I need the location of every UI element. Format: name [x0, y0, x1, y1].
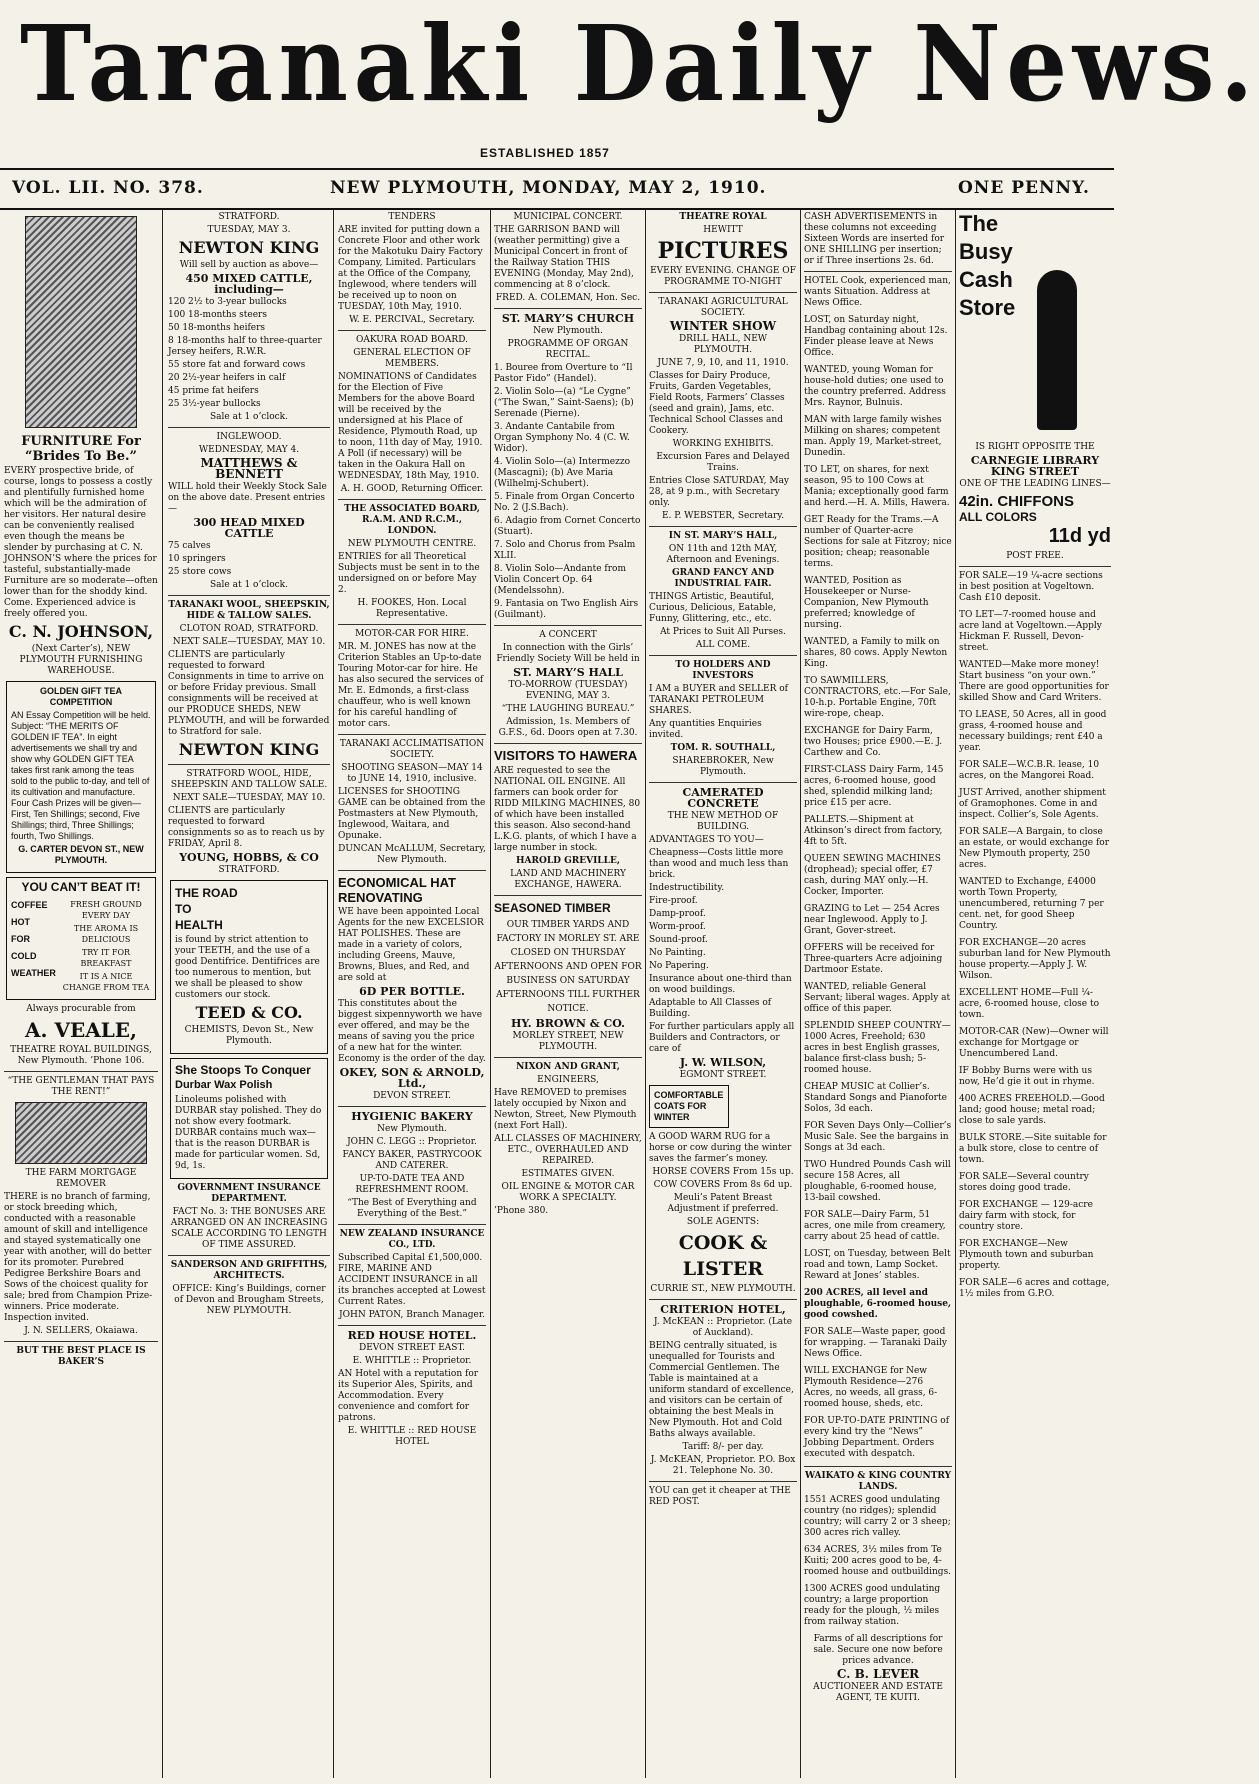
classified-ad: BULK STORE.—Site suitable for a bulk store, close to centre of town. — [959, 1133, 1107, 1165]
advantage-item: Adaptable to All Classes of Building. — [649, 998, 772, 1019]
next-sale: NEXT SALE—TUESDAY, MAY 10. — [172, 637, 326, 647]
farm-body: THERE is no branch of farming, or stock breeding which, conducted with a reasonable amount of skill and intelligence and stayed systematically one year with another, will do better for its promoter. Purebred Pedigree Berkshire Boars and Sows of the choicest quality for sale; bred from Champion Prize-winners. Price moderate. Inspection invited. — [4, 1192, 153, 1323]
cook-lister-address: CURRIE ST., NEW PLYMOUTH. — [650, 1284, 796, 1294]
criterion-body: BEING centrally situated, is unequalled for Tourists and Commercial Gentlemen. The Table is maintained at a uniform standard of excellence, and visitors can be certain of obtaining the best Meals in New Plymouth. Hot and Cold Baths always available. — [649, 1341, 794, 1439]
advantage-item: Damp-proof. — [649, 909, 706, 919]
road-body: is found by strict attention to your TEETH, and the use of a good Dentifrice. Dentifrices are too numerous to mention, but we shall be pleased to show customers our stock. — [175, 935, 320, 1000]
durbar-ad — [170, 1058, 328, 1179]
opposite-text: IS RIGHT OPPOSITE THE — [975, 442, 1095, 452]
coats-box: COMFORTABLE COATS FOR WINTER — [649, 1085, 729, 1128]
coffee-word: HOT — [11, 917, 30, 927]
road-heading-3: HEALTH — [175, 918, 223, 932]
busy-store-word: The — [959, 211, 999, 236]
land-ad-634: 634 ACRES, 3½ miles from Te Kuiti; 200 acres good to be, 4-roomed house and outbuildings. — [804, 1545, 952, 1577]
sanderson-address: OFFICE: King’s Buildings, corner of Devon and Brougham Streets, NEW PLYMOUTH. — [172, 1284, 326, 1316]
newton-king-heading-2: NEWTON KING — [178, 740, 320, 759]
marys-hall-heading: IN ST. MARY’S HALL, — [668, 531, 778, 541]
classified-ad: WILL EXCHANGE for New Plymouth Residence—276 Acres, no weeds, all grass, 6-roomed house, sheds, etc. — [804, 1366, 938, 1409]
mckean-proprietor: J. McKEAN :: Proprietor. (Late of Auckland). — [653, 1317, 793, 1338]
cattle-item: 10 springers — [168, 554, 226, 564]
classified-ad: FOR SALE—A Bargain, to close an estate, or would exchange for New Plymouth property, 250 acres. — [959, 827, 1110, 870]
buyer-body: I AM a BUYER and SELLER of TARANAKI PETROLEUM SHARES. — [649, 684, 788, 716]
price: ONE PENNY. — [958, 178, 1090, 198]
column-1 — [4, 210, 158, 1780]
redhouse-address: DEVON STREET EAST. — [359, 1343, 465, 1353]
matthews-heading: MATTHEWS & BENNETT — [200, 456, 298, 481]
inglewood-heading: INGLEWOOD. — [216, 432, 282, 442]
classified-ad: SPLENDID SHEEP COUNTRY—1000 Acres, Freehold; 630 acres in best English grasses, balance first-class bush; 5-roomed house. — [804, 1021, 951, 1075]
redhouse-heading: RED HOUSE HOTEL. — [347, 1329, 477, 1342]
brown-heading: HY. BROWN & CO. — [510, 1017, 626, 1030]
program-item: 3. Andante Cantabile from Organ Symphony No. 4 (C. W. Widor). — [494, 422, 630, 454]
coffee-ad — [6, 877, 156, 1000]
classified-ad: PALLETS.—Shipment at Atkinson’s direct from factory, 4ft to 5ft. — [804, 815, 943, 847]
classified-ad: OFFERS will be received for Three-quarters Acre adjoining Dartmoor Estate. — [804, 943, 943, 975]
southall-sub: SHAREBROKER, New Plymouth. — [672, 756, 774, 777]
cattle-item: 25 store cows — [168, 567, 232, 577]
program-item: 7. Solo and Chorus from Psalm XLII. — [494, 540, 636, 561]
classified-ad: FOR SALE—6 acres and cottage, 1½ miles from G.P.O. — [959, 1278, 1110, 1299]
wool-heading: TARANAKI WOOL, SHEEPSKIN, HIDE & TALLOW SALES. — [168, 600, 330, 621]
church-heading: ST. MARY’S CHURCH — [501, 312, 635, 325]
concert-body: THE GARRISON BAND will (weather permitting) give a Municipal Concert in front of the Railway Station THIS EVENING (Monday, May 2nd), commencing at 8 o’clock. — [494, 225, 634, 290]
column-2 — [168, 210, 330, 1780]
bakery-heading: HYGIENIC BAKERY — [351, 1110, 473, 1123]
classified-ad: FOR UP-TO-DATE PRINTING of every kind try the “News” Jobbing Department. Orders executed with despatch. — [804, 1416, 950, 1459]
auction-text: Will sell by auction as above— — [179, 260, 319, 270]
timber-heading: SEASONED TIMBER — [494, 901, 611, 915]
prices-text: At Prices to Suit All Purses. — [660, 627, 786, 637]
classified-ad: FIRST-CLASS Dairy Farm, 145 acres, 6-roomed house, good shed, splendid milking land; price £15 per acre. — [804, 765, 944, 808]
cattle-item: 8 18-months half to three-quarter Jersey heifers, R.W.R. — [168, 336, 322, 357]
volume-number: VOL. LII. NO. 378. — [12, 178, 204, 198]
stratford-wool-heading: STRATFORD WOOL, HIDE, SHEEPSKIN AND TALLOW SALE. — [170, 769, 328, 790]
program-item: 8. Violin Solo—Andante from Violin Concert Op. 64 (Mendelssohn). — [494, 564, 626, 596]
cattle-item: 120 2½ to 3-year bullocks — [168, 297, 287, 307]
classified-ad: WANTED to Exchange, £4000 worth Town Property, unencumbered, returning 7 per cent. net, for good Sheep Country. — [959, 877, 1104, 931]
coleman-signature: FRED. A. COLEMAN, Hon. Sec. — [495, 293, 641, 303]
advantage-item: Insurance about one-third than on wood buildings. — [649, 974, 792, 995]
column-6 — [804, 210, 952, 1780]
teed-name: TEED & CO. — [195, 1003, 303, 1022]
road-heading-2: TO — [175, 902, 192, 916]
lever-name: C. B. LEVER — [836, 1667, 920, 1681]
sole-agents: SOLE AGENTS: — [686, 1217, 760, 1227]
young-hobbs-location: STRATFORD. — [218, 865, 280, 875]
webster-signature: E. P. WEBSTER, Secretary. — [661, 511, 785, 521]
acres-200-ad: 200 ACRES, all level and ploughable, 6-roomed house, good cowshed. — [804, 1288, 952, 1320]
shooting-season: SHOOTING SEASON—MAY 14 to JUNE 14, 1910, inclusive. — [341, 763, 483, 784]
chiffons-heading: 42in. CHIFFONS — [959, 493, 1075, 510]
further-text: For further particulars apply all Builders and Contractors, or care of — [649, 1022, 795, 1054]
good-signature: A. H. GOOD, Returning Officer. — [340, 484, 484, 494]
classified-ad: WANTED—Make more money! Start business “on your own.” There are good opportunities for skilled Show and Card Writers. — [959, 660, 1109, 703]
cattle-item: 100 18-months steers — [168, 310, 267, 320]
tenders-body: ARE invited for putting down a Concrete Floor and other work for the Makotuku Dairy Factory Company, Limited. Particulars at the Office of the Company, Inglewood, where tenders will be received up to noon on TUESDAY, 10th May, 1910. — [338, 225, 483, 312]
classified-ad: TO LEASE, 50 Acres, all in good grass, 4-roomed house and necessary buildings; rent £40 a year. — [959, 710, 1107, 753]
program-item: 1. Bouree from Overture to “Il Pastor Fido” (Handel). — [494, 363, 633, 384]
cook-lister-name: COOK & LISTER — [678, 1232, 768, 1280]
ram-heading: THE ASSOCIATED BOARD, R.A.M. AND R.C.M., LONDON. — [344, 504, 480, 536]
cow-covers: COW COVERS From 8s 6d up. — [653, 1180, 793, 1190]
greville-address: LAND AND MACHINERY EXCHANGE, HAWERA. — [510, 869, 626, 890]
farm-heading: THE FARM MORTGAGE REMOVER — [25, 1168, 137, 1189]
durbar-body: Linoleums polished with DURBAR stay polished. They do not show every footmark. DURBAR contains much wax—that is the reason DURBAR is made for particular women. Sd, 9d, 1s. — [175, 1095, 322, 1171]
best-slogan: “The Best of Everything and Everything of the Best.” — [347, 1198, 477, 1219]
road-to-health-ad — [170, 880, 328, 1054]
criterion-heading: CRITERION HOTEL, — [660, 1303, 786, 1316]
sellers-name: J. N. SELLERS, Okaiawa. — [24, 1326, 138, 1336]
nzins-heading: NEW ZEALAND INSURANCE CO., LTD. — [339, 1229, 485, 1250]
camerated-heading: CAMERATED CONCRETE — [682, 786, 764, 810]
classified-ad: GET Ready for the Trams.—A number of Quarter-acre Sections for sale at Fitzroy; nice position; cheap; reasonable terms. — [804, 515, 952, 569]
cattle-item: 45 prime fat heifers — [168, 386, 259, 396]
program-item: 2. Violin Solo—(a) “Le Cygne” (“The Swan,” Saint-Saens); (b) Serenade (Pierne). — [494, 387, 634, 419]
paton-signature: JOHN PATON, Branch Manager. — [339, 1310, 485, 1320]
classified-ad: EXCHANGE for Dairy Farm, two Houses; price £900.—E. J. Carthew and Co. — [804, 726, 943, 758]
hall-date: TO-MORROW (TUESDAY) EVENING, MAY 3. — [508, 680, 628, 701]
mcallum-signature: DUNCAN McALLUM, Secretary, New Plymouth. — [338, 844, 486, 865]
land-ad-1300: 1300 ACRES good undulating country; a large proportion ready for the plough, ½ miles from railway station. — [804, 1584, 941, 1627]
classified-ad: FOR SALE—Several country stores doing good trade. — [959, 1172, 1089, 1193]
whittle-proprietor: E. WHITTLE :: Proprietor. — [352, 1356, 472, 1366]
tenders-heading: TENDERS — [388, 212, 436, 222]
advantage-item: Cheapness—Costs little more than wood and much less than brick. — [649, 848, 789, 880]
aconcert-heading: A CONCERT — [539, 630, 597, 640]
motor-body: MR. M. JONES has now at the Criterion Stables an Up-to-date Touring Motor-car for hire. He has also secured the services of Mr. E. Edmonds, a first-class chauffeur, who is well known for his careful handling of motor cars. — [338, 642, 484, 729]
furniture-title: FURNITURE For “Brides To Be.” — [21, 434, 141, 464]
june-dates: JUNE 7, 9, 10, and 11, 1910. — [657, 358, 789, 368]
okey-heading: OKEY, SON & ARNOLD, Ltd., — [339, 1066, 485, 1090]
southall-name: TOM. R. SOUTHALL, — [670, 743, 776, 753]
stratford-heading: STRATFORD. — [218, 212, 280, 222]
all-come: ALL COME. — [695, 640, 751, 650]
theatre-heading: THEATRE ROYAL — [679, 212, 767, 222]
working-exhibits: WORKING EXHIBITS. — [672, 439, 774, 449]
advantage-item: Fire-proof. — [649, 896, 698, 906]
fancy-baker: FANCY BAKER, PASTRYCOOK AND CATERER. — [342, 1150, 482, 1171]
legg-proprietor: JOHN C. LEGG :: Proprietor. — [347, 1137, 477, 1147]
admission: Admission, 1s. Members of G.F.S., 6d. Doors open at 7.30. — [498, 717, 638, 738]
advantage-item: No Papering. — [649, 961, 709, 971]
entries-close: Entries Close SATURDAY, May 28, at 9 p.m., with Secretary only. — [649, 476, 790, 508]
hall-heading: ST. MARY’S HALL — [513, 666, 623, 679]
waikato-heading: WAIKATO & KING COUNTRY LANDS. — [804, 1471, 952, 1492]
column-4 — [494, 210, 642, 1780]
procurable-text: Always procurable from — [26, 1004, 136, 1014]
classified-ad: LOST, on Tuesday, between Belt road and town, Lamp Socket. Reward at Jones’ stables. — [804, 1249, 951, 1281]
wilson-address: EGMONT STREET. — [679, 1070, 767, 1080]
classified-ad: TO LET, on shares, for next season, 95 to 100 Cows at Mania; exceptionally good farm and herd.—H. A. Mills, Hawera. — [804, 465, 950, 508]
post-free: POST FREE. — [1006, 551, 1064, 561]
govt-insurance-body: FACT No. 3: THE BONUSES ARE ARRANGED ON AN INCREASING SCALE ACCORDING TO LENGTH OF TIME ASSURED. — [170, 1207, 328, 1250]
every-evening: EVERY EVENING. CHANGE OF PROGRAMME TO-NIGHT — [650, 266, 796, 287]
brown-address: MORLEY STREET, NEW PLYMOUTH. — [512, 1031, 624, 1052]
dateline — [0, 168, 1114, 210]
classified-ad: FOR SALE—Dairy Farm, 51 acres, one mile from creamery, carry about 25 head of cattle. — [804, 1210, 946, 1242]
classified-ad: FOR SALE—W.C.B.R. lease, 10 acres, on the Mangorei Road. — [959, 760, 1100, 781]
election-body: NOMINATIONS of Candidates for the Election of Five Members for the above Board will be received by the undersigned at his Place of Residence, Plymouth Road, up to noon, 11th day of May, 1910. A Poll (if necessary) will be taken in the Oakura Hall on WEDNESDAY, 18th May, 1910. — [338, 372, 483, 481]
greville-name: HAROLD GREVILLE, — [516, 856, 620, 866]
hewitt-name: HEWITT — [703, 225, 743, 235]
cloton-road: CLOTON ROAD, STRATFORD. — [179, 624, 319, 634]
cattle-item: 50 18-months heifers — [168, 323, 266, 333]
meulis-text: Meuli’s Patent Breast Adjustment if preferred. — [667, 1193, 779, 1214]
gentleman-heading: “THE GENTLEMAN THAT PAYS THE RENT!” — [7, 1076, 155, 1097]
chiffon-price: 11d yd — [1048, 525, 1111, 547]
advantage-item: Worm-proof. — [649, 922, 706, 932]
program-item: 4. Violin Solo—(a) Intermezzo (Mascagni); (b) Ave Maria (Wilhelmj-Schubert). — [494, 457, 630, 489]
golden-tea-ad — [6, 681, 156, 873]
nixon-sub: ENGINEERS, — [537, 1075, 599, 1085]
classified-ad: FOR Seven Days Only—Collier’s Music Sale. See the bargains in Songs at 3d each. — [804, 1121, 952, 1153]
column-7 — [959, 210, 1111, 1780]
hat-heading: ECONOMICAL HAT RENOVATING — [338, 875, 456, 905]
nixon-heading: NIXON AND GRANT, — [516, 1062, 620, 1072]
bakery-location: New Plymouth. — [377, 1124, 447, 1134]
tariff: Tariff: 8/- per day. — [682, 1442, 764, 1452]
winter-show-heading: WINTER SHOW — [669, 319, 777, 333]
fair-heading: GRAND FANCY AND INDUSTRIAL FAIR. — [671, 568, 775, 589]
classified-ad: IF Bobby Burns were with us now, He’d gie it out in rhyme. — [959, 1066, 1095, 1087]
cattle-450: 450 MIXED CATTLE, including— — [185, 272, 313, 296]
classified-ad: FOR EXCHANGE—New Plymouth town and suburban property. — [959, 1239, 1094, 1271]
place-date: NEW PLYMOUTH, MONDAY, MAY 2, 1910. — [330, 178, 767, 198]
column-rule — [800, 210, 801, 1778]
phone-number: ’Phone 380. — [494, 1206, 549, 1216]
things-body: THINGS Artistic, Beautiful, Curious, Delicious, Eatable, Funny, Glittering, etc., etc. — [649, 592, 776, 624]
hat-body: WE have been appointed Local Agents for the new EXCELSIOR HAT POLISHES. These are made in a variety of colors, including Greens, Mauve, Browns, Blues, and Red, and are sold at — [338, 907, 484, 983]
programme-heading: PROGRAMME OF ORGAN RECITAL. — [507, 339, 629, 360]
coffee-word: COLD — [11, 951, 37, 961]
election-heading: GENERAL ELECTION OF MEMBERS. — [353, 348, 471, 369]
classified-ad: WANTED, a Family to milk on shares, 80 cows. Apply Newton King. — [804, 637, 948, 669]
cash-ads-notice: CASH ADVERTISEMENTS in these columns not exceeding Sixteen Words are inserted for ONE SHILLING per insertion; or if Three insertions 2s. 6d. — [804, 212, 945, 266]
golden-tea-title: GOLDEN GIFT TEA COMPETITION — [40, 686, 122, 707]
column-rule — [333, 210, 334, 1778]
nzins-body: Subscribed Capital £1,500,000. FIRE, MARINE AND ACCIDENT INSURANCE in all its branches accepted at Lowest Current Rates. — [338, 1253, 486, 1307]
newton-king-heading: NEWTON KING — [178, 238, 320, 257]
any-quantities: Any quantities Enquiries invited. — [649, 719, 762, 740]
motor-heading: MOTOR-CAR FOR HIRE. — [355, 629, 469, 639]
cattle-item: 75 calves — [168, 541, 211, 551]
classified-ad: EXCELLENT HOME—Full ¼-acre, 6-roomed house, close to town. — [959, 988, 1100, 1020]
advantage-item: Indestructibility. — [649, 883, 725, 893]
drill-hall: DRILL HALL, NEW PLYMOUTH. — [678, 334, 768, 355]
acclim-heading: TARANAKI ACCLIMATISATION SOCIETY. — [339, 739, 485, 760]
red-post-line: YOU can get it cheaper at THE RED POST. — [649, 1486, 791, 1507]
criterion-contact: J. McKEAN, Proprietor. P.O. Box 21. Telephone No. 30. — [650, 1455, 796, 1476]
method-text: THE NEW METHOD OF BUILDING. — [667, 811, 779, 832]
laughing-bureau: “THE LAUGHING BUREAU.” — [501, 704, 635, 714]
visitors-body: ARE requested to see the NATIONAL OIL ENGINE. All farmers can book order for RIDD MILKING MACHINES, 80 of which have been installed this season. Also second-hand L.K.G. plants, of which I have a large number in stock. — [494, 766, 641, 853]
classified-ad: HOTEL Cook, experienced man, wants Situation. Address at News Office. — [804, 276, 951, 308]
redhouse-body: AN Hotel with a reputation for its Superior Ales, Spirits, and Accommodation. Every convenience and comfort for patrons. — [338, 1369, 479, 1423]
land-ad-1551: 1551 ACRES good undulating country (no ridges); splendid country; will carry 2 or 3 sheep; 300 acres rich valley. — [804, 1495, 951, 1538]
classified-ad: FOR SALE—Waste paper, good for wrapping. — Taranaki Daily News Office. — [804, 1327, 947, 1359]
colors-text: ALL COLORS — [959, 510, 1037, 524]
busy-store-word: Cash — [959, 267, 1013, 292]
sale-time: Sale at 1 o’clock. — [210, 412, 288, 422]
wednesday-date: WEDNESDAY, MAY 4. — [198, 445, 300, 455]
classified-ad: LOST, on Saturday night, Handbag containing about 12s. Finder please leave at News Office. — [804, 315, 948, 358]
rug-body: A GOOD WARM RUG for a horse or cow during the winter saves the farmer’s money. — [649, 1132, 792, 1164]
licenses-body: LICENSES for SHOOTING GAME can be obtained from the Postmasters at New Plymouth, Inglewood, Waitara, and Opunake. — [338, 787, 486, 841]
aconcert-body: In connection with the Girls’ Friendly Society Will be held in — [496, 643, 640, 664]
classified-ad: FOR SALE—19 ¼-acre sections in best position at Vogeltown. Cash £10 deposit. — [959, 571, 1103, 603]
classified-ad: TO LET—7-roomed house and acre land at Vogeltown.—Apply Hickman F. Russell, Devon-street. — [959, 610, 1102, 653]
entries-body: ENTRIES for all Theoretical Subjects must be sent in to the undersigned on or before May 2. — [338, 552, 480, 595]
classified-ad: FOR EXCHANGE—20 acres suburban land for New Plymouth house property.—Apply J. W. Wilson. — [959, 938, 1111, 981]
coffee-heading: YOU CAN’T BEAT IT! — [21, 880, 141, 894]
classified-ad: GRAZING to Let — 254 Acres near Inglewood. Apply to J. Grant, Gover-street. — [804, 904, 940, 936]
wilson-name: J. W. WILSON, — [679, 1056, 767, 1069]
cattle-300: 300 HEAD MIXED CATTLE — [193, 516, 305, 540]
classified-ad: MAN with large family wishes Milking on shares; competent man. Apply 19, Market-street, Dunedin. — [804, 415, 942, 458]
johnson-address: (Next Carter’s), NEW PLYMOUTH FURNISHING WAREHOUSE. — [19, 644, 143, 676]
column-rule — [162, 210, 163, 1778]
holders-heading: TO HOLDERS AND INVESTORS — [675, 660, 771, 681]
road-heading-1: THE ROAD — [175, 886, 238, 900]
column-5 — [649, 210, 797, 1780]
classified-ad: MOTOR-CAR (New)—Owner will exchange for Mortgage or Unencumbered Land. — [959, 1027, 1109, 1059]
classified-ad: FOR EXCHANGE — 129-acre dairy farm with stock, for country store. — [959, 1200, 1093, 1232]
coffee-line: FRESH GROUND EVERY DAY — [70, 900, 142, 920]
classified-ad: 400 ACRES FREEHOLD.—Good land; good house; metal road; close to sale yards. — [959, 1094, 1105, 1126]
classified-ad: TWO Hundred Pounds Cash will secure 158 Acres, all ploughable, 6-roomed house, 13-bail cowshed. — [804, 1160, 951, 1203]
column-rule — [955, 210, 956, 1778]
column-rule — [490, 210, 491, 1778]
clients-body-2: CLIENTS are particularly requested to forward consignments so as to reach us by FRIDAY, April 8. — [168, 806, 325, 849]
bakers-line: BUT THE BEST PLACE IS BAKER’S — [16, 1346, 146, 1367]
furniture-body: EVERY prospective bride, of course, longs to possess a costly and plentifully furnished home which will be the admiration of her visitors. Her natural desire can be conveniently realised even though the means be slender by purchasing at C. N. JOHNSON’S where the prices for tasteful, substantially-made Furniture are so moderate—often lower than for the shoddy kind. Come. Experienced advice is freely offered you. — [4, 466, 158, 619]
golden-tea-body: AN Essay Competition will be held. Subject: “THE MERITS OF GOLDEN IF TEA”. In eight advertisements we shall try and show why GOLDEN GIFT TEA takes first rank among the teas sold to the public to-day, and tell of its cultivation and manufacture. Four Cash Prizes will be given—First, Ten Shillings; second, Five Shillings; third, Three Shillings; fourth, Two Shillings. — [11, 710, 151, 841]
concert-heading: MUNICIPAL CONCERT. — [513, 212, 623, 222]
oil-engine-text: OIL ENGINE & MOTOR CAR WORK A SPECIALTY. — [501, 1182, 635, 1203]
agri-heading: TARANAKI AGRICULTURAL SOCIETY. — [658, 297, 788, 318]
fookes-signature: H. FOOKES, Hon. Local Representative. — [357, 598, 467, 619]
masthead — [0, 0, 1259, 168]
leading-lines: ONE OF THE LEADING LINES— — [959, 479, 1111, 489]
pig-illustration — [15, 1102, 147, 1164]
machinery-text: ALL CLASSES OF MACHINERY, ETC., OVERHAULED AND REPAIRED. — [494, 1134, 642, 1166]
coffee-line: TRY IT FOR BREAKFAST — [80, 948, 132, 968]
program-item: 6. Adagio from Cornet Concerto (Stuart). — [494, 516, 641, 537]
classified-ad: WANTED, Position as Housekeeper or Nurse-Companion, New Plymouth preferred; knowledge of nursing. — [804, 576, 929, 630]
column-rule — [645, 210, 646, 1778]
centre-heading: NEW PLYMOUTH CENTRE. — [347, 539, 477, 549]
marys-hall-date: ON 11th and 12th MAY, Afternoon and Evenings. — [666, 544, 780, 565]
hat-price: 6D PER BOTTLE. — [359, 985, 465, 998]
church-location: New Plymouth. — [533, 326, 603, 336]
carter-address: G. CARTER DEVON ST., NEW PLYMOUTH. — [18, 844, 144, 865]
classes-body: Classes for Dairy Produce, Fruits, Garden Vegetables, Field Roots, Farmers’ Classes (seed and grain), Jams, etc. Technical School Classes and Cookery. — [649, 371, 785, 436]
program-item: 9. Fantasia on Two English Airs (Guilmant). — [494, 599, 639, 620]
govt-insurance-heading: GOVERNMENT INSURANCE DEPARTMENT. — [177, 1183, 321, 1204]
column-3 — [338, 210, 486, 1780]
okey-address: DEVON STREET. — [373, 1091, 451, 1101]
advantage-item: Sound-proof. — [649, 935, 708, 945]
program-item: 5. Finale from Organ Concerto No. 2 (J.S.Bach). — [494, 492, 635, 513]
pictures-heading: PICTURES — [657, 238, 789, 264]
masthead-title: Taranaki Daily News. — [20, 2, 1259, 125]
busy-store-word: Store — [959, 295, 1016, 320]
cattle-item: 25 3½-year bullocks — [168, 399, 261, 409]
johnson-name: C. N. JOHNSON, — [8, 622, 154, 641]
next-sale-2: NEXT SALE—TUESDAY, MAY 10. — [172, 793, 326, 803]
carnegie-heading: CARNEGIE LIBRARY KING STREET — [970, 454, 1100, 478]
nixon-body: Have REMOVED to premises lately occupied by Nixon and Newton, Street, New Plymouth (next Fort Hall). — [494, 1088, 637, 1131]
coffee-line: THE AROMA IS DELICIOUS — [73, 924, 139, 944]
advantage-item: No Painting. — [649, 948, 706, 958]
clients-body: CLIENTS are particularly requested to forward Consignments in time to arrive on or before Friday previous. Small consignments will be received at our PRODUCE SHEDS, NEW PLYMOUTH, and will be forwarded to Stratford for sale. — [168, 650, 330, 737]
coffee-line: IT IS A NICE CHANGE FROM TEA — [62, 972, 150, 992]
classified-ad: CHEAP MUSIC at Collier’s. Standard Songs and Pianoforte Solos, 3d each. — [804, 1082, 947, 1114]
cattle-item: 55 store fat and forward cows — [168, 360, 306, 370]
stoops-heading: She Stoops To Conquer — [175, 1063, 311, 1077]
farms-text: Farms of all descriptions for sale. Secure one now before prices advance. — [813, 1634, 943, 1666]
hat-body-2: This constitutes about the biggest sixpennyworth we have ever offered, and may be the means of saving you the price of a new hat for the winter. Economy is the order of the day. — [338, 999, 486, 1064]
horse-covers: HORSE COVERS From 15s up. — [652, 1167, 794, 1177]
classified-ad: TO SAWMILLERS, CONTRACTORS, etc.—For Sale, 10-h.p. Portable Engine, 70ft wire-rope, cheap. — [804, 676, 951, 719]
oakura-heading: OAKURA ROAD BOARD. — [356, 335, 468, 345]
coffee-words — [11, 897, 57, 995]
estimates-text: ESTIMATES GIVEN. — [521, 1169, 615, 1179]
cattle-item: 20 2½-year heifers in calf — [168, 373, 286, 383]
sale-time: Sale at 1 o’clock. — [210, 580, 288, 590]
durbar-heading: Durbar Wax Polish — [175, 1079, 273, 1091]
sanderson-heading: SANDERSON AND GRIFFITHS, ARCHITECTS. — [170, 1260, 328, 1281]
classified-ad: WANTED, young Woman for house-hold duties; one used to the country preferred. Address Mrs. Raynor, Bulnuis. — [804, 365, 946, 408]
veale-address: THEATRE ROYAL BUILDINGS, New Plymouth. ’Phone 106. — [10, 1045, 152, 1066]
matthews-body: WILL hold their Weekly Stock Sale on the above date. Present entries— — [168, 482, 327, 514]
excursion-fares: Excursion Fares and Delayed Trains. — [656, 452, 790, 473]
lever-sub: AUCTIONEER AND ESTATE AGENT, TE KUITI. — [813, 1682, 943, 1703]
tearoom: UP-TO-DATE TEA AND REFRESHMENT ROOM. — [355, 1174, 469, 1195]
timber-body: OUR TIMBER YARDS AND FACTORY IN MORLEY ST. ARE CLOSED ON THURSDAY AFTERNOONS AND OPEN FOR BUSINESS ON SATURDAY AFTERNOONS TILL FURTHER NOTICE. — [494, 920, 642, 1014]
redhouse-footer: E. WHITTLE :: RED HOUSE HOTEL — [347, 1426, 477, 1447]
busy-store-word: Busy — [959, 239, 1013, 264]
visitors-heading: VISITORS TO HAWERA — [494, 748, 638, 763]
classified-ad: JUST Arrived, another shipment of Gramophones. Come in and inspect. Collier’s, Sole Agents. — [959, 788, 1106, 820]
coffee-word: FOR — [11, 934, 30, 944]
furniture-illustration — [25, 216, 137, 428]
classified-ad: WANTED, reliable General Servant; liberal wages. Apply at office of this paper. — [804, 982, 951, 1014]
veale-name: A. VEALE, — [25, 1018, 137, 1042]
advantages-heading: ADVANTAGES TO YOU— — [649, 835, 764, 845]
masthead-established: ESTABLISHED 1857 — [480, 146, 610, 160]
figure-illustration — [1037, 270, 1077, 430]
young-hobbs: YOUNG, HOBBS, & CO — [179, 851, 319, 864]
percival-signature: W. E. PERCIVAL, Secretary. — [349, 315, 475, 325]
tuesday-date: TUESDAY, MAY 3. — [207, 225, 291, 235]
coffee-word: WEATHER — [11, 968, 56, 978]
teed-address: CHEMISTS, Devon St., New Plymouth. — [184, 1025, 314, 1046]
coffee-word: COFFEE — [11, 900, 48, 910]
classified-ad: QUEEN SEWING MACHINES (drophead); special offer, £7 cash, during MAY only.—H. Cocker, Importer. — [804, 854, 941, 897]
